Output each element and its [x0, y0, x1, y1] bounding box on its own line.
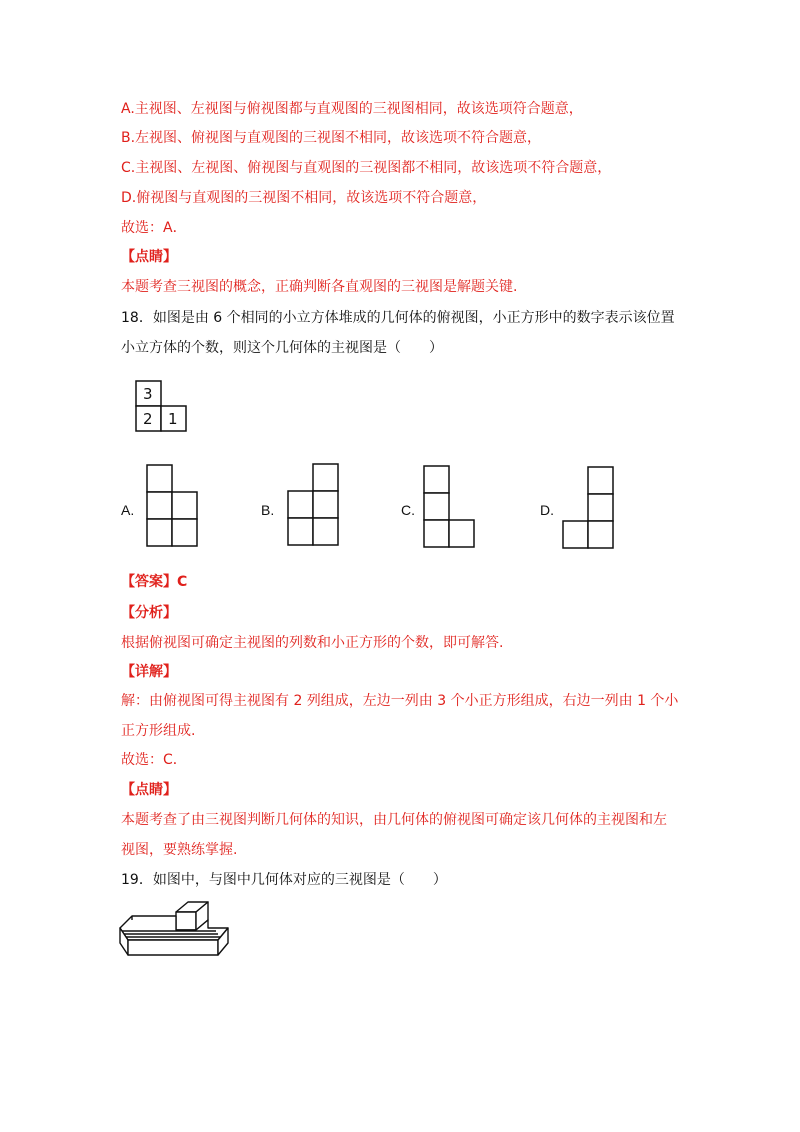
option-a-analysis: A.主视图、左视图与俯视图都与直观图的三视图相同，故该选项符合题意，: [121, 101, 583, 117]
option-c-analysis: C.主视图、左视图、俯视图与直观图的三视图都不相同，故该选项不符合题意，: [121, 160, 612, 176]
q18-option-d-label: D.: [540, 502, 554, 518]
q18-comment-line2: 视图，要熟练掌握.: [121, 842, 238, 858]
q18-top-view-figure: [136, 381, 188, 433]
prev-comment-heading: 【点睛】: [121, 249, 177, 265]
q18-option-a-figure: [147, 465, 199, 547]
q18-comment-line1: 本题考查了由三视图判断几何体的知识，由几何体的俯视图可确定该几何体的主视图和左: [121, 812, 667, 828]
q18-comment-heading: 【点睛】: [121, 782, 177, 798]
prev-comment-text: 本题考查三视图的概念，正确判断各直观图的三视图是解题关键.: [121, 279, 518, 295]
q18-analysis-heading: 【分析】: [121, 605, 177, 621]
q18-choice: 故选：C．: [121, 752, 187, 768]
q18-option-c-label: C.: [401, 502, 415, 518]
top-view-count-bottom-right: 1: [168, 410, 178, 428]
q18-answer: 【答案】C: [121, 574, 188, 590]
prev-choice: 故选：A．: [121, 220, 187, 236]
q18-detail-line1: 解：由俯视图可得主视图有 2 列组成，左边一列由 3 个小正方形组成，右边一列由 1 个小: [121, 693, 679, 709]
q18-option-a-label: A.: [121, 502, 135, 518]
option-b-analysis: B.左视图、俯视图与直观图的三视图不相同，故该选项不符合题意，: [121, 130, 542, 146]
top-view-count-top: 3: [143, 385, 153, 403]
q18-option-d-figure: [563, 467, 615, 549]
q18-detail-heading: 【详解】: [121, 664, 177, 680]
q18-option-b-figure: [288, 464, 340, 546]
q18-detail-line2: 正方形组成.: [121, 723, 196, 739]
q19-solid-figure: [118, 900, 233, 958]
option-d-analysis: D.俯视图与直观图的三视图不相同，故该选项不符合题意，: [121, 190, 487, 206]
q18-analysis-text: 根据俯视图可确定主视图的列数和小正方形的个数，即可解答.: [121, 635, 504, 651]
q18-option-b-label: B.: [261, 502, 275, 518]
q18-stem-line1: 18．如图是由 6 个相同的小立方体堆成的几何体的俯视图，小正方形中的数字表示该位置: [121, 310, 675, 326]
q19-stem: 19．如图中，与图中几何体对应的三视图是（ ）: [121, 872, 447, 888]
q18-stem-line2: 小立方体的个数，则这个几何体的主视图是（ ）: [121, 340, 443, 356]
top-view-count-bottom-left: 2: [143, 410, 153, 428]
q18-option-c-figure: [424, 466, 476, 548]
